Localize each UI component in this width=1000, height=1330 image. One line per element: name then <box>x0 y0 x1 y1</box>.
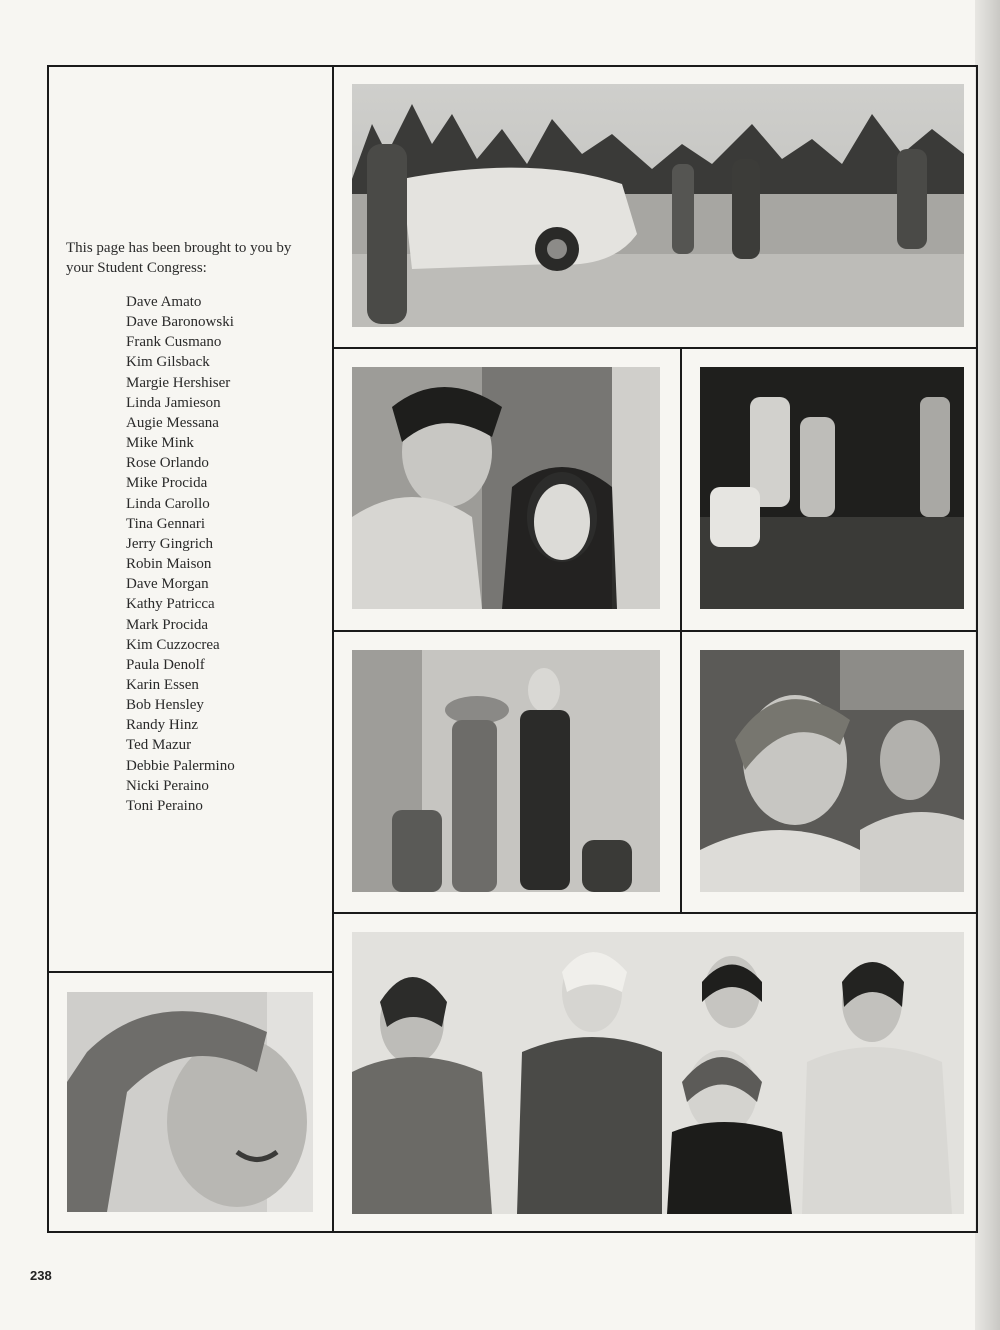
photo-group-costume <box>352 650 660 892</box>
photo-five-students <box>352 932 964 1214</box>
page-number: 238 <box>30 1268 52 1283</box>
student-congress-names <box>126 292 235 816</box>
intro-text: This page has been brought to you by your Student Congress: <box>66 240 292 276</box>
photo-lockers-couple <box>352 367 660 609</box>
name-list-item: Mark Procida <box>126 616 209 633</box>
binding-shadow <box>975 0 1000 1330</box>
name-list-item: Kathy Patricca <box>126 596 215 613</box>
grid-line-left-bottom <box>47 971 334 973</box>
name-list-item: Kim Cuzzocrea <box>126 636 220 653</box>
grid-line-row1 <box>332 347 978 349</box>
name-list-item: Dave Amato <box>126 294 202 310</box>
name-list-item: Margie Hershiser <box>126 374 231 391</box>
photo-parking-lot <box>352 84 964 327</box>
name-list-item: Ted Mazur <box>126 737 192 754</box>
name-list-item: Mike Mink <box>126 435 194 452</box>
name-list-item: Linda Jamieson <box>126 394 221 411</box>
photo-night-game <box>700 367 964 609</box>
grid-line-vertical-left <box>332 65 334 1233</box>
name-list-item: Paula Denolf <box>126 656 205 673</box>
grid-line-row3 <box>332 912 978 914</box>
name-list-item: Frank Cusmano <box>126 334 222 351</box>
name-list-item: Tina Gennari <box>126 515 206 532</box>
name-list-item: Dave Baronowski <box>126 314 234 331</box>
name-list-item: Toni Peraino <box>126 797 203 814</box>
name-list-item: Augie Messana <box>126 414 219 431</box>
name-list-item: Karin Essen <box>126 676 199 693</box>
grid-line-row2 <box>332 630 978 632</box>
name-list-item: Robin Maison <box>126 556 212 573</box>
name-list-item: Kim Gilsback <box>126 354 210 371</box>
name-list-item: Debbie Palermino <box>126 757 235 774</box>
grid-line-vertical-mid <box>680 347 682 912</box>
name-list-item: Nicki Peraino <box>126 777 209 794</box>
photo-smiling-boy <box>67 992 313 1212</box>
name-list-item: Rose Orlando <box>126 455 209 472</box>
name-list-item: Linda Carollo <box>126 495 210 512</box>
photo-crowd-boys <box>700 650 964 892</box>
name-list-item: Bob Hensley <box>126 697 204 714</box>
name-list-item: Jerry Gingrich <box>126 535 214 552</box>
name-list-item: Dave Morgan <box>126 576 209 593</box>
name-list-item: Mike Procida <box>126 475 208 492</box>
name-list-item: Randy Hinz <box>126 717 199 734</box>
